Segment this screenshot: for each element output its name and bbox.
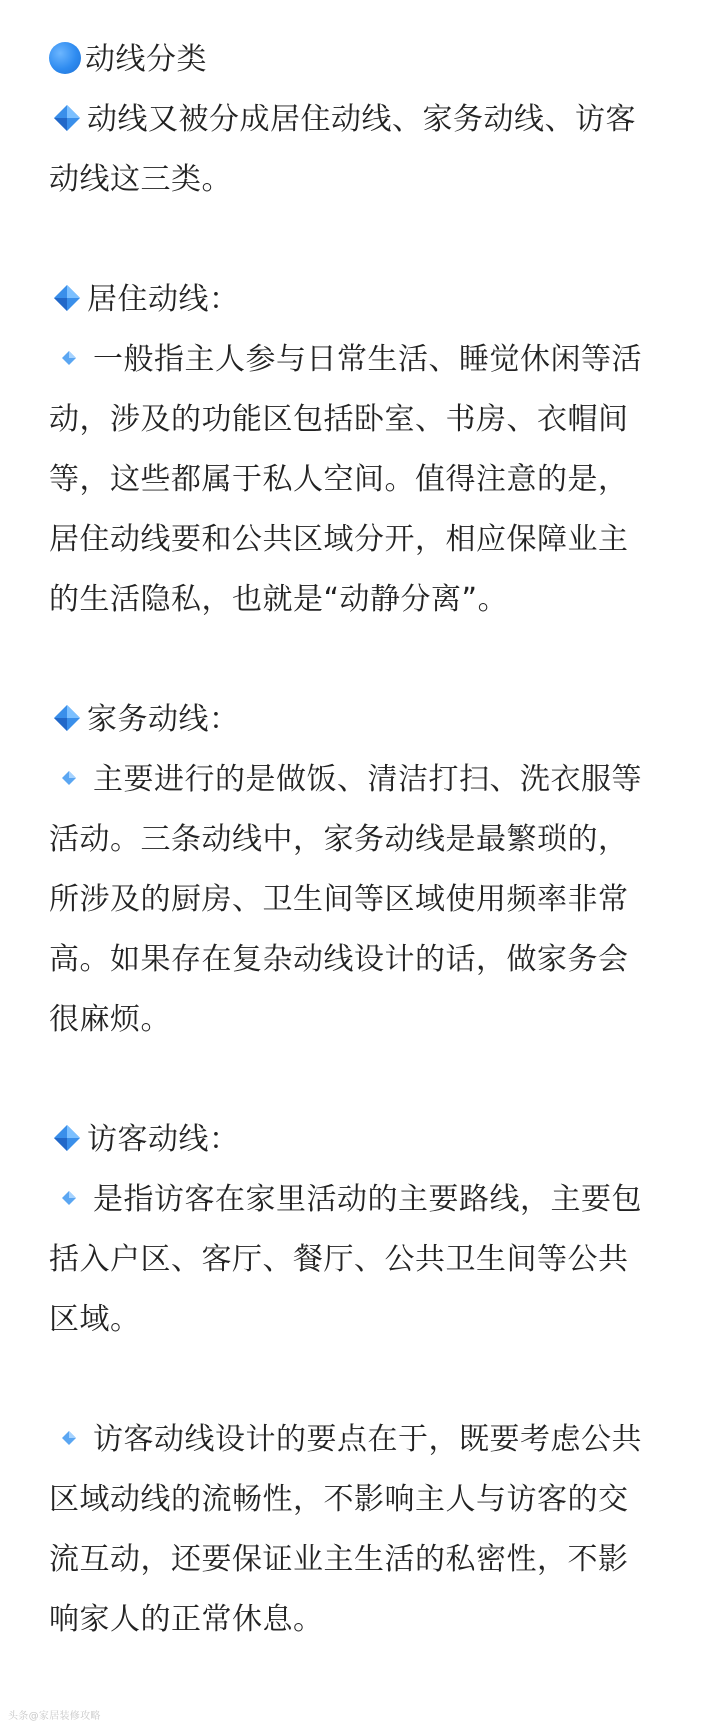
paragraph-text: 活动。三条动线中，家务动线是最繁琐的， bbox=[49, 822, 629, 857]
paragraph-line bbox=[49, 810, 674, 870]
section-heading bbox=[49, 690, 674, 750]
paragraph-text: 访客动线设计的要点在于，既要考虑公共 bbox=[93, 1422, 642, 1457]
paragraph-text: 动，涉及的功能区包括卧室、书房、衣帽间 bbox=[49, 402, 629, 437]
paragraph-line bbox=[49, 1290, 674, 1350]
paragraph-text: 响家人的正常休息。 bbox=[49, 1602, 324, 1637]
paragraph-text: 居住动线要和公共区域分开，相应保障业主 bbox=[49, 522, 629, 557]
intro-line bbox=[49, 90, 674, 150]
small-blue-diamond-icon bbox=[61, 770, 77, 786]
paragraph-text: 区域。 bbox=[49, 1302, 141, 1337]
paragraph-line bbox=[49, 330, 674, 390]
paragraph-line bbox=[49, 1410, 674, 1470]
paragraph-line bbox=[49, 390, 674, 450]
paragraph-line bbox=[49, 1170, 674, 1230]
paragraph-text: 高。如果存在复杂动线设计的话，做家务会 bbox=[49, 942, 629, 977]
paragraph-text: 是指访客在家里活动的主要路线，主要包 bbox=[93, 1182, 642, 1217]
paragraph-text: 所涉及的厨房、卫生间等区域使用频率非常 bbox=[49, 882, 629, 917]
small-blue-diamond-icon bbox=[61, 350, 77, 366]
paragraph-text: 区域动线的流畅性，不影响主人与访客的交 bbox=[49, 1482, 629, 1517]
paragraph-text: 流互动，还要保证业主生活的私密性，不影 bbox=[49, 1542, 629, 1577]
paragraph-line bbox=[49, 1470, 674, 1530]
intro-text: 动线这三类。 bbox=[49, 162, 232, 197]
blue-diamond-icon bbox=[53, 1124, 81, 1152]
paragraph-line bbox=[49, 870, 674, 930]
paragraph-line bbox=[49, 570, 674, 630]
article bbox=[49, 30, 674, 1650]
blue-circle-icon bbox=[49, 42, 81, 74]
heading-text: 访客动线： bbox=[87, 1122, 240, 1157]
blue-diamond-icon bbox=[53, 104, 81, 132]
paragraph-line bbox=[49, 750, 674, 810]
small-blue-diamond-icon bbox=[61, 1190, 77, 1206]
paragraph-text: 主要进行的是做饭、清洁打扫、洗衣服等 bbox=[93, 762, 642, 797]
section-title bbox=[49, 30, 674, 90]
section-heading bbox=[49, 1110, 674, 1170]
intro-line bbox=[49, 150, 674, 210]
blue-diamond-icon bbox=[53, 284, 81, 312]
paragraph-text: 等，这些都属于私人空间。值得注意的是， bbox=[49, 462, 629, 497]
paragraph-text: 的生活隐私，也就是“动静分离”。 bbox=[49, 582, 509, 617]
heading-text: 家务动线： bbox=[87, 702, 240, 737]
paragraph-line bbox=[49, 930, 674, 990]
paragraph-line bbox=[49, 1230, 674, 1290]
paragraph-text: 一般指主人参与日常生活、睡觉休闲等活 bbox=[93, 342, 642, 377]
small-blue-diamond-icon bbox=[61, 1430, 77, 1446]
paragraph-line bbox=[49, 510, 674, 570]
paragraph-line bbox=[49, 990, 674, 1050]
paragraph-line bbox=[49, 1590, 674, 1650]
section-heading bbox=[49, 270, 674, 330]
title-text: 动线分类 bbox=[85, 42, 207, 77]
blue-diamond-icon bbox=[53, 704, 81, 732]
paragraph-text: 很麻烦。 bbox=[49, 1002, 171, 1037]
paragraph-line bbox=[49, 450, 674, 510]
heading-text: 居住动线： bbox=[87, 282, 240, 317]
paragraph-text: 括入户区、客厅、餐厅、公共卫生间等公共 bbox=[49, 1242, 629, 1277]
paragraph-line bbox=[49, 1530, 674, 1590]
intro-text: 动线又被分成居住动线、家务动线、访客 bbox=[87, 102, 636, 137]
watermark: 头条@家居装修攻略 bbox=[8, 1711, 101, 1722]
